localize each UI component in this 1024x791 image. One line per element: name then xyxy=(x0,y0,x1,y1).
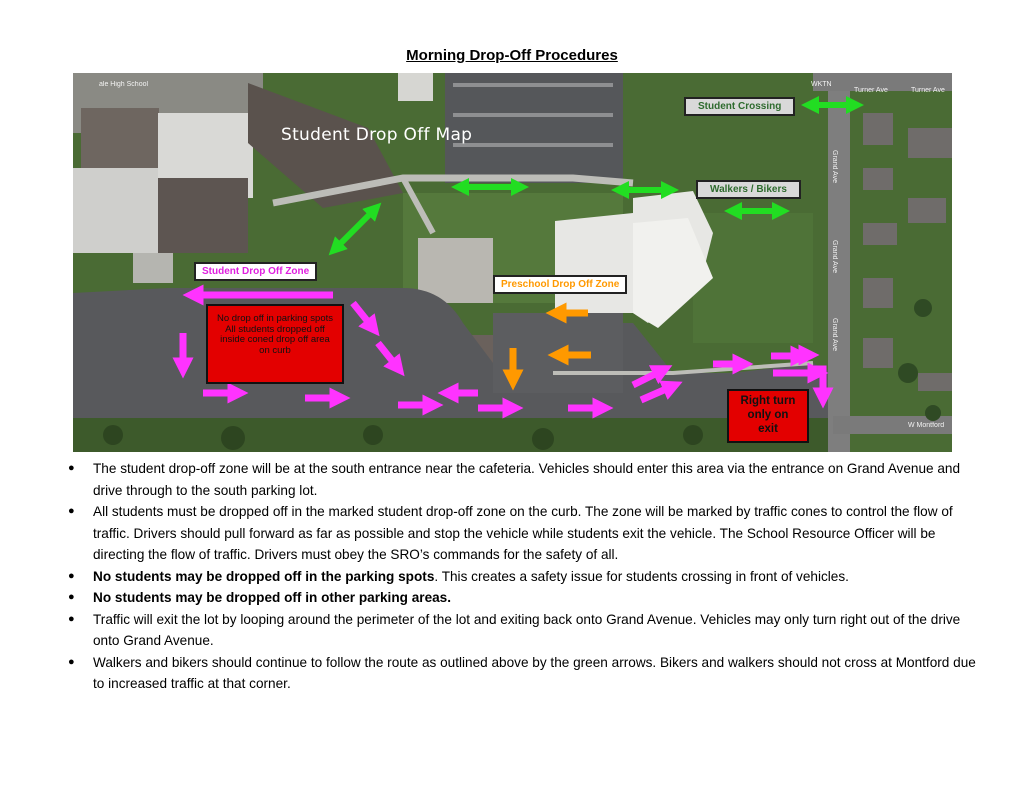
list-item xyxy=(68,652,978,695)
bullet-icon: ● xyxy=(68,462,75,474)
drop-off-map xyxy=(73,73,952,452)
note-bold: No students may be dropped off in the parking spots xyxy=(93,568,435,584)
turner-ave-label-1: Turner Ave xyxy=(854,87,888,94)
list-item xyxy=(68,501,978,566)
bullet-icon: ● xyxy=(68,655,75,668)
preschool-drop-off-zone-label: Preschool Drop Off Zone xyxy=(493,275,627,294)
note-text: . This creates a safety issue for students crossing in front of vehicles. xyxy=(434,568,849,584)
school-street-label: ale High School xyxy=(99,81,149,88)
page-title: Morning Drop-Off Procedures xyxy=(406,47,618,64)
wktn-label: WKTN xyxy=(811,81,832,88)
list-item xyxy=(68,609,978,652)
grand-ave-label-1: Grand Ave xyxy=(830,150,838,183)
bullet-icon: ● xyxy=(68,612,75,625)
right-turn-text: Right turn only on exit xyxy=(740,395,796,435)
note-text: Walkers and bikers should continue to follow the route as outlined above by the green arrows. Bikers and walkers should not cross at Montford due to increased traffic at that corner. xyxy=(93,654,976,691)
bullet-icon: ● xyxy=(68,591,75,603)
bullet-icon: ● xyxy=(68,505,75,517)
grand-ave-label-3: Grand Ave xyxy=(830,318,838,351)
coned-area-text: All students dropped off inside coned drop off area on curb xyxy=(220,323,330,356)
note-bold: No students may be dropped off in other parking areas. xyxy=(93,590,452,605)
list-item xyxy=(68,587,978,609)
no-drop-off-text: No drop off in parking spots xyxy=(216,313,333,324)
montford-label: W Montford xyxy=(908,422,945,429)
note-text: Traffic will exit the lot by looping around the perimeter of the lot and exiting back onto Grand Avenue. Vehicles may only turn right out of the drive onto Grand Avenue. xyxy=(93,611,961,648)
no-drop-off-warning-box xyxy=(206,304,344,384)
note-text: All students must be dropped off in the marked student drop-off zone on the curb. The zone will be marked by traffic cones to control the flow of traffic. Drivers should pull forward as far as possible and stop the vehicle while students exit the vehicle. The School Resource Officer will be directing the flow of traffic. Drivers must obey the SRO’s commands for the safety of all. xyxy=(93,504,953,562)
grand-ave-label-2: Grand Ave xyxy=(830,240,838,273)
list-item xyxy=(68,458,978,501)
map-title: Student Drop Off Map xyxy=(281,125,473,145)
list-item xyxy=(68,566,978,588)
turner-ave-label-2: Turner Ave xyxy=(911,87,945,94)
student-crossing-label: Student Crossing xyxy=(684,97,795,116)
walkers-bikers-label: Walkers / Bikers xyxy=(696,180,801,199)
bullet-icon: ● xyxy=(68,569,75,582)
note-text: The student drop-off zone will be at the south entrance near the cafeteria. Vehicles should enter this area via the entrance on Grand Avenue and drive through to the south parking lot. xyxy=(93,461,961,498)
student-drop-off-zone-label: Student Drop Off Zone xyxy=(194,262,317,281)
right-turn-warning-box xyxy=(727,389,809,443)
procedure-notes xyxy=(68,458,978,695)
